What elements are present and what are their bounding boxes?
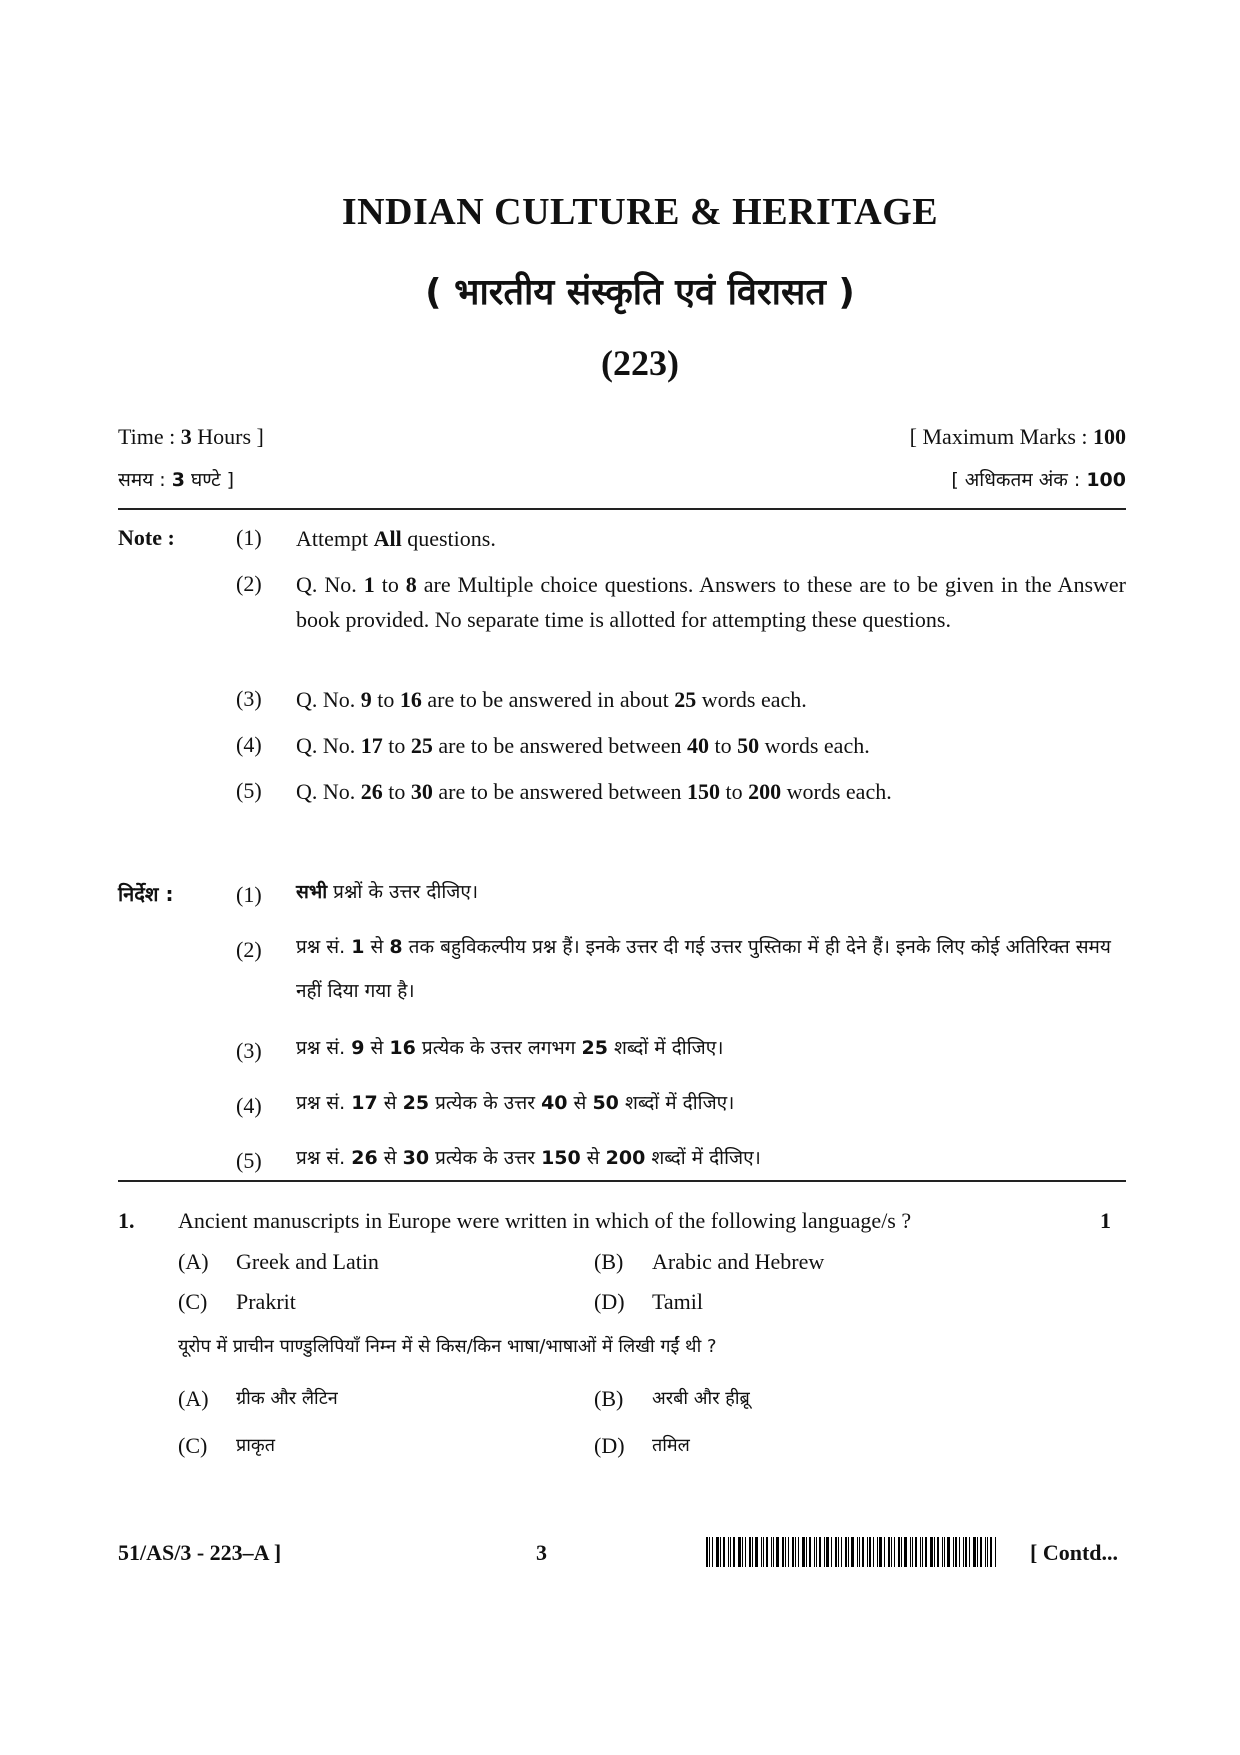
- barcode-bar: [891, 1537, 892, 1567]
- note-en-4: Q. No. 17 to 25 are to be answered between 40 to 50 words each.: [296, 733, 870, 758]
- barcode-bar: [845, 1537, 847, 1567]
- barcode-bar: [766, 1537, 768, 1567]
- note-hi-1: सभी प्रश्नों के उत्तर दीजिए।: [296, 881, 479, 903]
- barcode-bar: [859, 1537, 860, 1567]
- barcode-bar: [824, 1537, 825, 1567]
- barcode-bar: [782, 1537, 784, 1567]
- barcode-bar: [867, 1537, 868, 1567]
- barcode-bar: [838, 1537, 839, 1567]
- barcode-bar: [728, 1537, 729, 1567]
- barcode-bar: [869, 1537, 871, 1567]
- barcode-bar: [934, 1537, 935, 1567]
- barcode-bar: [776, 1537, 779, 1567]
- option-d-text-hi: तमिल: [652, 1435, 690, 1456]
- question-text-hi: यूरोप में प्राचीन पाण्डुलिपियाँ निम्न में से किस/किन भाषा/भाषाओं में लिखी गईं थी ?: [178, 1336, 717, 1357]
- note-en-4-num: (4): [236, 732, 262, 757]
- barcode-bar: [898, 1537, 900, 1567]
- barcode-bar: [985, 1537, 986, 1567]
- note-en-1: Attempt All questions.: [296, 526, 496, 551]
- barcode-bar: [912, 1537, 913, 1567]
- barcode-bar: [901, 1537, 902, 1567]
- barcode-icon: [706, 1537, 1006, 1567]
- barcode-bar: [877, 1537, 878, 1567]
- barcode-bar: [922, 1537, 923, 1567]
- barcode-bar: [879, 1537, 882, 1567]
- barcode-bar: [965, 1537, 967, 1567]
- barcode-bar: [771, 1537, 772, 1567]
- time-hi: समय : 3 घण्टे ]: [118, 469, 235, 491]
- barcode-bar: [947, 1537, 950, 1567]
- barcode-bar: [738, 1537, 741, 1567]
- barcode-bar: [806, 1537, 807, 1567]
- question-text-en: Ancient manuscripts in Europe were written in which of the following language/s ?: [178, 1208, 912, 1233]
- barcode-bar: [809, 1537, 811, 1567]
- note-hi-5: प्रश्न सं. 26 से 30 प्रत्येक के उत्तर 150 से 200 शब्दों में दीजिए।: [296, 1147, 761, 1169]
- barcode-bar: [888, 1537, 890, 1567]
- paper-title-hindi: ( भारतीय संस्कृति एवं विरासत ): [425, 272, 855, 313]
- option-c-text-hi: प्राकृत: [236, 1435, 275, 1456]
- barcode-bar: [831, 1537, 832, 1567]
- barcode-bar: [733, 1537, 735, 1567]
- footer-paper-code: 51/AS/3 - 223–A ]: [118, 1540, 282, 1565]
- barcode-bar: [873, 1537, 874, 1567]
- barcode-bar: [709, 1537, 710, 1567]
- barcode-bar: [925, 1537, 927, 1567]
- barcode-bar: [995, 1537, 996, 1567]
- barcode-bar: [969, 1537, 970, 1567]
- note-hi-2: प्रश्न सं. 1 से 8 तक बहुविकल्पीय प्रश्न हैं। इनके उत्तर दी गई उत्तर पुस्तिका में ही देने हैं। इनके लिए कोई अतिरिक्त समय नहीं दिया गया है।: [296, 936, 1111, 1002]
- barcode-bar: [723, 1537, 725, 1567]
- note-en-3: Q. No. 9 to 16 are to be answered in about 25 words each.: [296, 687, 807, 712]
- option-c-text: Prakrit: [236, 1289, 296, 1314]
- nirdesh-label: निर्देश :: [118, 882, 174, 906]
- note-hi-1-num: (1): [236, 882, 262, 907]
- max-marks-hi: [ अधिकतम अंक : 100: [951, 469, 1126, 491]
- barcode-bar: [761, 1537, 762, 1567]
- barcode-bar: [795, 1537, 796, 1567]
- paper-title: INDIAN CULTURE & HERITAGE: [341, 191, 939, 233]
- barcode-bar: [785, 1537, 786, 1567]
- option-c-key-hi: (C): [178, 1433, 208, 1458]
- note-en-5: Q. No. 26 to 30 are to be answered between 150 to 200 words each.: [296, 779, 892, 804]
- note-hi-2-num: (2): [236, 937, 262, 962]
- option-d-key: (D): [594, 1289, 625, 1314]
- barcode-bar: [835, 1537, 837, 1567]
- barcode-bar: [953, 1537, 954, 1567]
- barcode-bar: [894, 1537, 895, 1567]
- note-en-5-num: (5): [236, 778, 262, 803]
- barcode-bar: [706, 1537, 708, 1567]
- barcode-bar: [802, 1537, 805, 1567]
- barcode-bar: [930, 1537, 933, 1567]
- barcode-bar: [977, 1537, 978, 1567]
- barcode-bar: [904, 1537, 907, 1567]
- option-d-text: Tamil: [652, 1289, 704, 1314]
- barcode-bar: [792, 1537, 794, 1567]
- barcode-bar: [980, 1537, 982, 1567]
- barcode-bar: [920, 1537, 921, 1567]
- barcode-bar: [755, 1537, 758, 1567]
- barcode-bar: [712, 1537, 713, 1567]
- note-hi-3: प्रश्न सं. 9 से 16 प्रत्येक के उत्तर लगभग 25 शब्दों में दीजिए।: [296, 1037, 724, 1059]
- barcode-bar: [851, 1537, 854, 1567]
- barcode-bar: [857, 1537, 858, 1567]
- option-b-key: (B): [594, 1249, 624, 1274]
- barcode-bar: [955, 1537, 957, 1567]
- option-b-text: Arabic and Hebrew: [652, 1249, 825, 1274]
- barcode-bar: [752, 1537, 753, 1567]
- note-en-3-num: (3): [236, 686, 262, 711]
- note-hi-4: प्रश्न सं. 17 से 25 प्रत्येक के उत्तर 40 से 50 शब्दों में दीजिए।: [296, 1092, 735, 1114]
- contd-label: [ Contd...: [1030, 1540, 1119, 1565]
- barcode-bar: [987, 1537, 988, 1567]
- barcode-bar: [745, 1537, 746, 1567]
- barcode-bar: [742, 1537, 743, 1567]
- barcode-bar: [730, 1537, 731, 1567]
- note-en-2: Q. No. 1 to 8 are Multiple choice questions. Answers to these are to be given in the Answer book provided. No separate time is allotted for attempting these questions.: [296, 572, 1126, 632]
- barcode-bar: [841, 1537, 842, 1567]
- question-marks: 1: [1100, 1208, 1111, 1233]
- paper-code: (223): [601, 343, 679, 383]
- note-label: Note :: [118, 525, 175, 550]
- barcode-bar: [749, 1537, 751, 1567]
- option-d-key-hi: (D): [594, 1433, 625, 1458]
- barcode-bar: [990, 1537, 992, 1567]
- barcode-bar: [915, 1537, 917, 1567]
- option-a-text-hi: ग्रीक और लैटिन: [236, 1388, 338, 1409]
- divider-top: [118, 508, 1126, 510]
- barcode-bar: [788, 1537, 789, 1567]
- note-hi-4-num: (4): [236, 1093, 262, 1118]
- barcode-bar: [942, 1537, 943, 1567]
- option-c-key: (C): [178, 1289, 208, 1314]
- barcode-bar: [720, 1537, 721, 1567]
- option-a-text: Greek and Latin: [236, 1249, 379, 1274]
- barcode-bar: [816, 1537, 817, 1567]
- barcode-bar: [814, 1537, 815, 1567]
- barcode-bar: [944, 1537, 945, 1567]
- barcode-bar: [826, 1537, 829, 1567]
- divider-middle: [118, 1180, 1126, 1182]
- barcode-bar: [884, 1537, 885, 1567]
- barcode-bar: [798, 1537, 799, 1567]
- option-b-text-hi: अरबी और हीब्रू: [652, 1388, 750, 1409]
- barcode-bar: [716, 1537, 719, 1567]
- barcode-bar: [862, 1537, 864, 1567]
- note-hi-5-num: (5): [236, 1148, 262, 1173]
- option-b-key-hi: (B): [594, 1386, 624, 1411]
- barcode-bar: [763, 1537, 764, 1567]
- option-a-key-hi: (A): [178, 1386, 209, 1411]
- barcode-bar: [973, 1537, 976, 1567]
- barcode-bar: [910, 1537, 911, 1567]
- barcode-bar: [959, 1537, 960, 1567]
- barcode-bar: [848, 1537, 849, 1567]
- option-a-key: (A): [178, 1249, 209, 1274]
- page-number: 3: [536, 1540, 547, 1565]
- barcode-bar: [937, 1537, 939, 1567]
- time-en: Time : 3 Hours ]: [118, 424, 264, 449]
- barcode-bar: [773, 1537, 774, 1567]
- max-marks-en: [ Maximum Marks : 100: [909, 424, 1126, 449]
- barcode-bar: [819, 1537, 821, 1567]
- question-number: 1.: [118, 1208, 135, 1233]
- note-en-1-num: (1): [236, 525, 262, 550]
- barcode-bar: [963, 1537, 964, 1567]
- note-en-2-num: (2): [236, 571, 262, 596]
- note-hi-3-num: (3): [236, 1038, 262, 1063]
